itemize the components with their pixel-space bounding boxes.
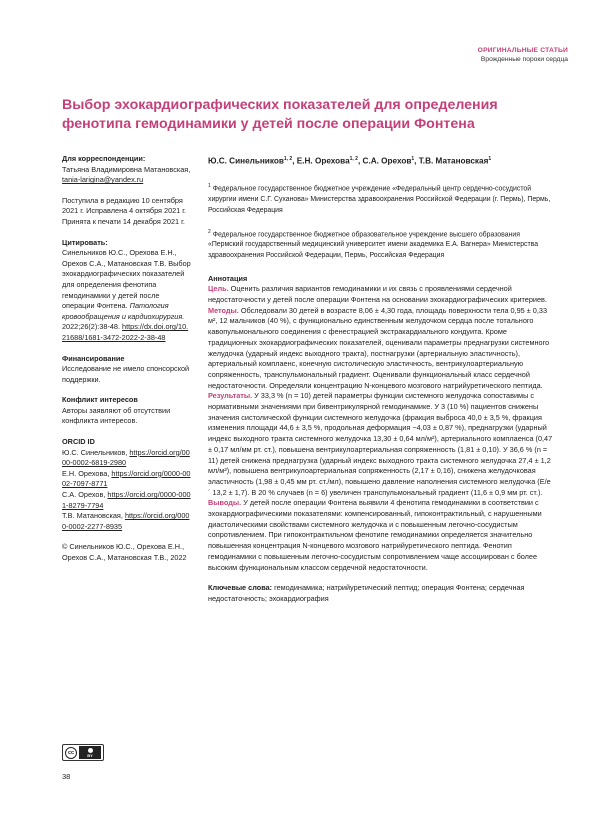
citation-issue: 2022;26(2):38-48. [62, 322, 121, 332]
author-affiliation-mark: 1, 2 [349, 156, 358, 162]
orcid-author: С.А. Орехов, [62, 490, 106, 500]
conclusions-text: У детей после операции Фонтена выявили 4 фенотипа гемодинамики в соответствии с эхокардиографическими показателями: компенсированный, гипоконтрактильный, с нарушенными диастолическими свойствами системного желудочка и с повышенным легочно-сосудистым сопротивлением. При гипоконтрактильном фенотипе гемодинамики определяется значительно повышенная концентрация N-концевого мозгового натрийуретического пептида. Фенотип гемодинамики с повышенным легочно-сосудистым сопротивлением чаще ассоциирован с более высоким функциональным классом сердечной недостаточности. [208, 498, 542, 572]
conclusions-label: Выводы. [208, 498, 242, 508]
orcid-link[interactable]: https://orcid.org/0000-0002-2277-8935 [62, 511, 190, 531]
author-name: Ю.С. Синельников [208, 156, 284, 166]
author-affiliation-mark: 1 [488, 156, 492, 162]
cc-by-license-badge[interactable] [62, 744, 104, 761]
orcid-link[interactable]: https://orcid.org/0000-0002-6819-2980 [62, 447, 190, 468]
by-label: BY [87, 752, 93, 758]
conflict-heading: Конфликт интересов [62, 395, 138, 405]
citation-text: Синельников Ю.С., Орехова Е.Н., Орехов С.А., Матановская Т.В. Выбор эхокардиографических показателей для определения фенотипа гемодинамики у детей после операции Фонтена. [62, 248, 191, 311]
citation-doi-link[interactable]: https://dx.doi.org/10.21688/1681-3472-2022-2-38-48 [62, 322, 189, 342]
affiliation [208, 181, 553, 216]
cc-icon: cc [65, 747, 77, 759]
conflict-text: Авторы заявляют об отсутствии конфликта интересов. [62, 405, 171, 426]
correspondence-email-link[interactable]: tania-larigina@yandex.ru [62, 175, 144, 185]
funding-heading: Финансирование [62, 353, 125, 363]
annotation-results [208, 391, 553, 498]
aim-text: Оценить различия вариантов гемодинамики и их связь с проявлениями сердечной недостаточности у детей после операции Фонтена на основании эхокардиографических критериев. [208, 284, 547, 304]
citation-heading: Цитировать: [62, 237, 108, 247]
orcid-block [62, 437, 192, 532]
copyright-text: © Синельников Ю.С., Орехова Е.Н., Орехов С.А., Матановская Т.В., 2022 [62, 542, 187, 562]
author-affiliation-mark: 1 [411, 156, 415, 162]
affiliation [208, 227, 553, 262]
section-label: ОРИГИНАЛЬНЫЕ СТАТЬИ [477, 47, 568, 54]
annotation-heading: Аннотация [208, 273, 248, 283]
author-list: Ю.С. Синельников$^{1, 2}$, Е.Н. Орехова$^{1, 2}$, С.А. Орехов$^1$, Т.В. Матановская$^1$ [208, 156, 492, 166]
author-affiliation-mark: 1, 2 [283, 156, 293, 162]
main-column [208, 154, 553, 605]
orcid-entry [62, 511, 192, 532]
affiliation-mark: 1 [208, 183, 211, 190]
results-text: У 33,3 % (n = 10) детей параметры функции системного желудочка сопоставимы с нормативными значениями при бивентрикулярной гемодинамике. У 3 (10 %) пациентов снижены значения систолической функции системного желудочка (фракция выброса 40,0 ± 3,5 %, фракция изменения площади 44,6 ± 3,5 %, продольная деформация −4,03 ± 0,87 %), преднагрузки (ударный индекс выходного тракта системного желудочка 13,30 ± 0,64 мл/м²), артериального комплаенса (0,47 ± 0,17 мл/мм рт. ст.), повышена вентрикулоартериальная сопряженность (1,81 ± 0,10). У 36,6 % (n = 11) детей снижена преднагрузка (ударный индекс выходного тракта системного желудочка 27,4 ± 1,2 мл/м²), повышена вентрикулоартериальная сопряженность (2,17 ± 0,16), снижена желудочковая эластичность (1,98 ± 0,45 мм рт. ст./мл), повышено давление наполнения системного желудочка (E/e´ 13,2 ± 1,7). В 20 % случаев (n = 6) увеличен транспульмональный градиент (11,6 ± 0,9 мм рт. ст.). [208, 391, 553, 497]
annotation-aim [208, 284, 553, 305]
orcid-link[interactable]: https://orcid.org/0000-0002-7097-8771 [62, 468, 191, 489]
page-number: 38 [62, 772, 71, 781]
conflict-block [62, 395, 192, 427]
correspondence-block [62, 154, 192, 186]
aim-label: Цель. [208, 284, 229, 294]
funding-text: Исследование не имело спонсорской поддержки. [62, 364, 190, 384]
methods-text: Обследовали 30 детей в возрасте 8,06 ± 4,30 года, площадь поверхности тела 0,95 ± 0,33 м², 12 мальчиков (40 %), с функционально единственным желудочком сердца после тотального кавопульмонального соединения с фенестрацией экстракардиального кондуита. Кроме традиционных эхокардиографических показателей, оценивали параметры преднагрузки системного желудочка (ударный индекс выходного тракта), постнагрузки (артериальную эластичность), артериальный комплаенс, конечную систолическую эластичность, вентрикулоартериальную сопряженность, транспульмональный градиент. Оценивали функциональный класс сердечной недостаточности. Определяли концентрацию N-концевого мозгового натрийуретического пептида. [208, 305, 550, 390]
orcid-entry [62, 490, 192, 511]
annotation-methods [208, 306, 553, 392]
funding-block [62, 354, 192, 386]
subsection-label: Врожденные пороки сердца [480, 56, 568, 63]
keywords-label: Ключевые слова: [208, 583, 273, 593]
annotation-conclusions [208, 498, 553, 573]
author-name: Т.В. Матановская [418, 156, 489, 166]
author-name: С.А. Орехов [362, 156, 412, 166]
orcid-entry [62, 448, 192, 469]
keywords-text: гемодинамика; натрийуретический пептид; операция Фонтена; сердечная недостаточность; эхокардиография [208, 583, 525, 603]
methods-label: Методы. [208, 305, 239, 315]
received-dates: Поступила в редакцию 10 сентября 2021 г. Исправлена 4 октября 2021 г. Принята к печати 14 декабря 2021 г. [62, 195, 187, 226]
orcid-entry [62, 469, 192, 490]
affiliation-mark: 2 [208, 228, 211, 235]
article-title: Выбор эхокардиографических показателей для определения фенотипа гемодинамики у детей после операции Фонтена [62, 97, 498, 132]
keywords [208, 583, 553, 604]
correspondence-heading: Для корреспонденции: [62, 154, 146, 163]
orcid-author: Е.Н. Орехова, [62, 468, 110, 478]
affiliation-text: Федеральное государственное бюджетное учреждение «Федеральный центр сердечно-сосудистой хирургии имени С.Г. Суханова» Министерства здравоохранения Российской Федерации (г. Пермь), Пермь, Российская Федерация [208, 185, 551, 214]
section-header [478, 47, 568, 63]
citation-journal: Патология кровообращения и кардиохирургия. [62, 301, 185, 321]
orcid-author: Т.В. Матановская, [62, 511, 123, 521]
affiliation-text: Федеральное государственное бюджетное образовательное учреждение высшего образования «Пермский государственный медицинский университет имени академика Е.А. Вагнера» Министерства здравоохранения Российской Федерации, Пермь, Российская Федерация [208, 230, 539, 259]
results-label: Результаты. [208, 391, 253, 401]
author-name: Е.Н. Орехова [296, 156, 350, 166]
correspondence-name: Татьяна Владимировна Матановская, [62, 164, 191, 174]
orcid-heading: ORCID ID [62, 437, 95, 447]
citation-block [62, 238, 192, 344]
sidebar [62, 154, 192, 574]
orcid-link[interactable]: https://orcid.org/0000-0001-8279-7794 [62, 490, 191, 510]
by-icon [79, 746, 101, 759]
orcid-author: Ю.С. Синельников, [62, 447, 128, 457]
